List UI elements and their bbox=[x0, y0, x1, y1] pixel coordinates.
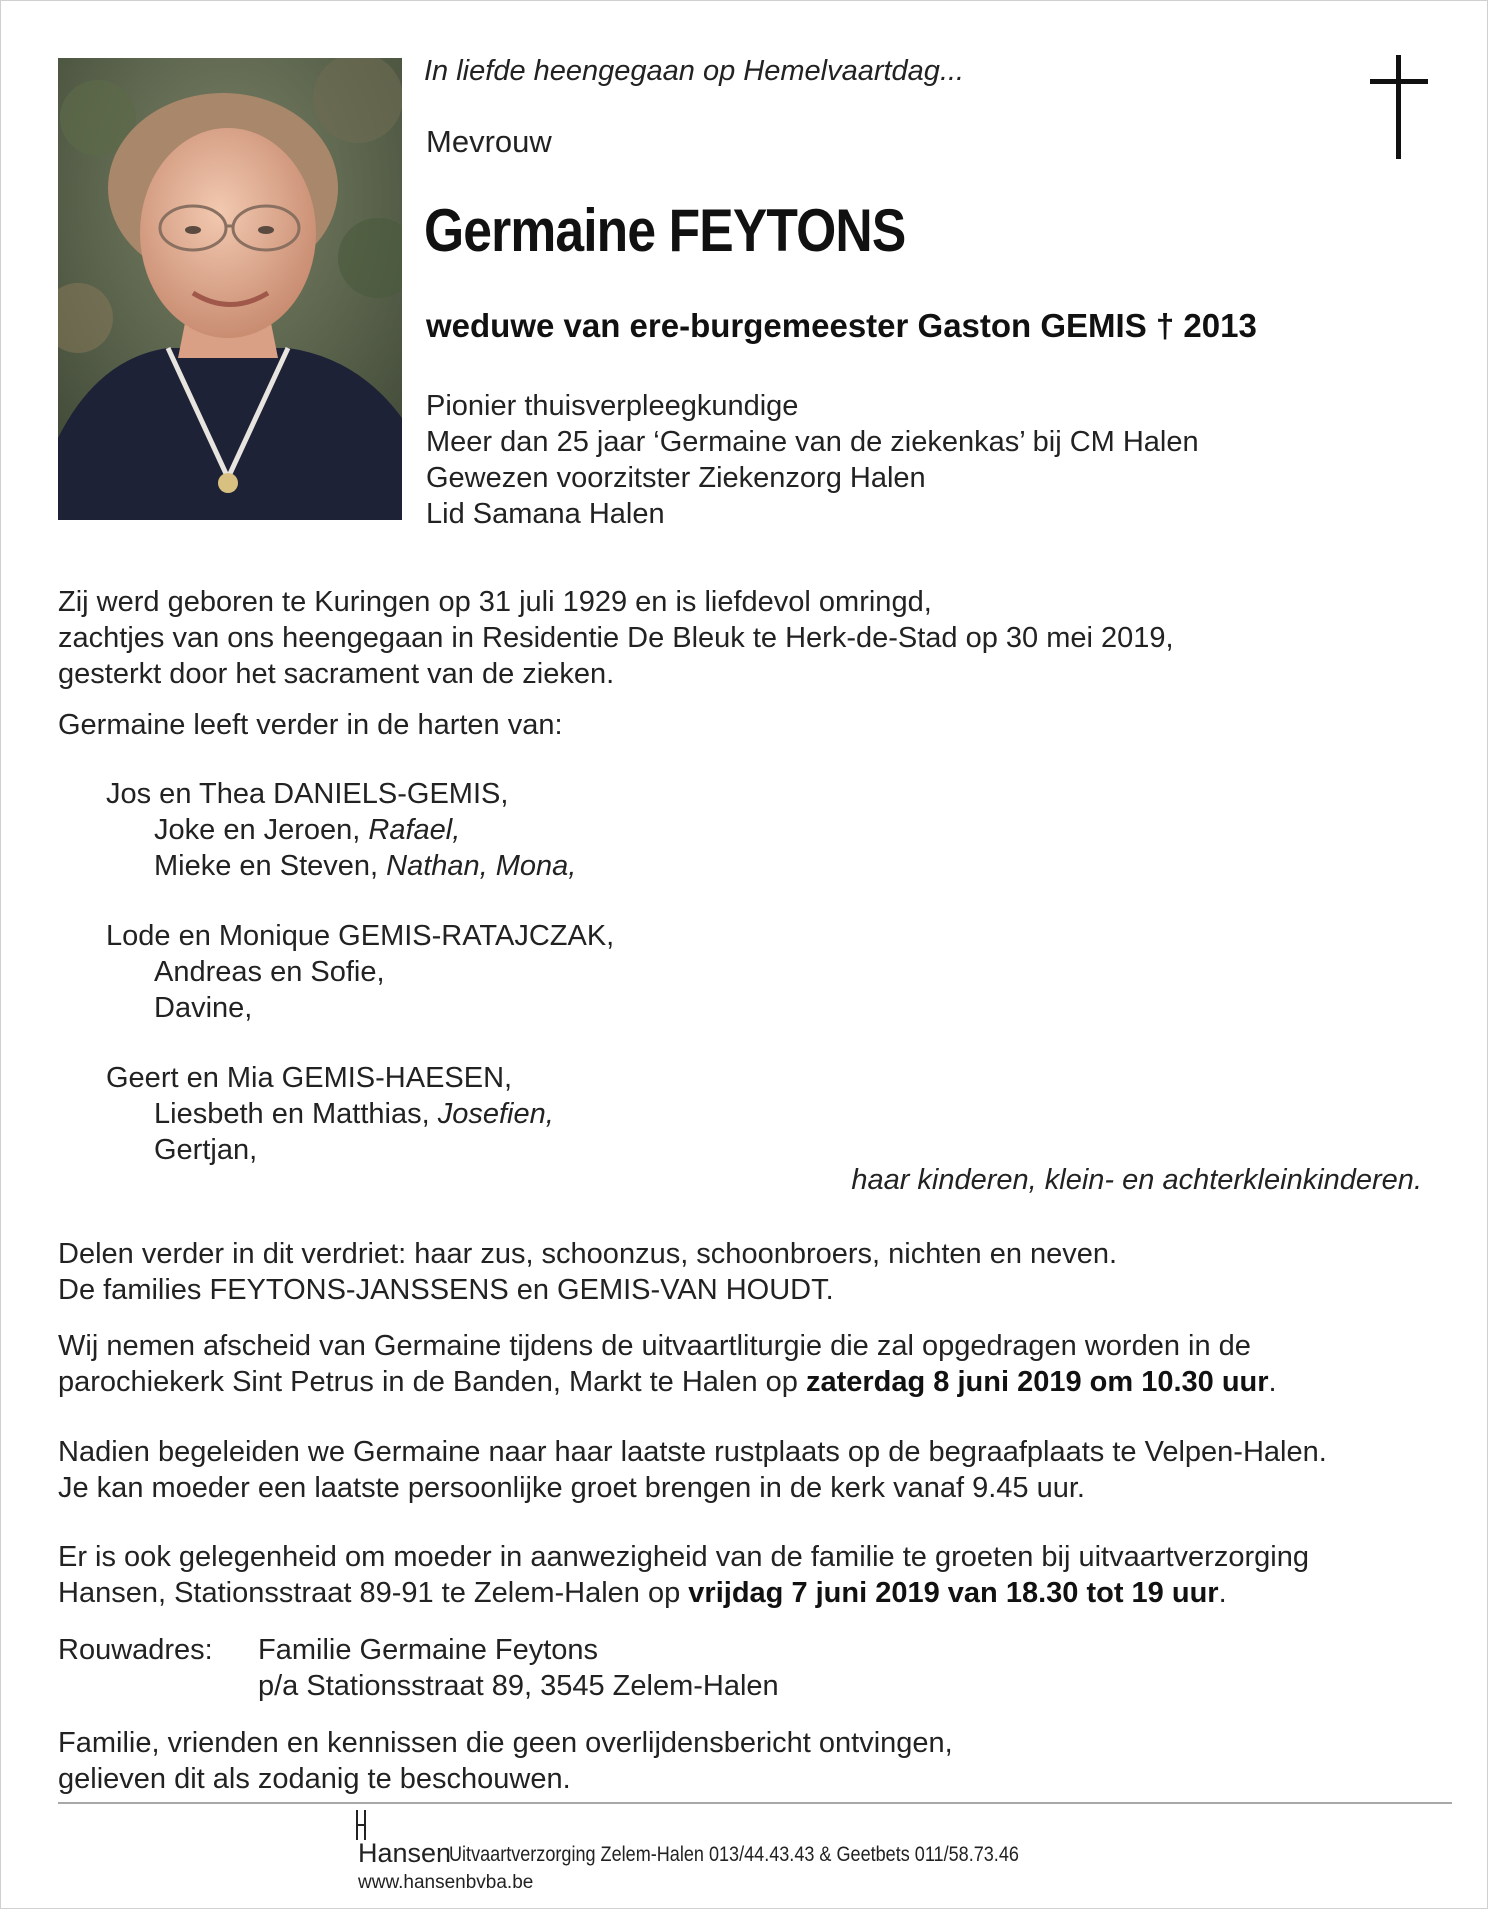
address-lines bbox=[258, 1632, 779, 1704]
text-fragment: parochiekerk Sint Petrus in de Banden, Markt te Halen op bbox=[58, 1366, 806, 1398]
family-child bbox=[154, 990, 252, 1026]
address-line: Familie Germaine Feytons bbox=[258, 1634, 599, 1666]
footer-contact: Uitvaartverzorging Zelem-Halen 013/44.43.43 & Geetbets 011/58.73.46 bbox=[449, 1843, 1019, 1866]
role-line: Meer dan 25 jaar ‘Germaine van de ziekenkas’ bij CM Halen bbox=[426, 426, 1199, 458]
spouse-line: weduwe van ere-burgemeester Gaston GEMIS † 2013 bbox=[426, 307, 1257, 344]
burial-paragraph bbox=[58, 1434, 1327, 1506]
text-line: zachtjes van ons heengegaan in Residentie De Bleuk te Herk-de-Stad op 30 mei 2019, bbox=[58, 622, 1174, 654]
intro-line: In liefde heengegaan op Hemelvaartdag... bbox=[424, 55, 965, 87]
role-line: Lid Samana Halen bbox=[426, 498, 665, 530]
grandchildren-names: Josefien, bbox=[437, 1098, 554, 1130]
footer-divider bbox=[58, 1802, 1452, 1804]
text-line: gesterkt door het sacrament van de zieken. bbox=[58, 658, 615, 690]
family-parents: Lode en Monique GEMIS-RATAJCZAK, bbox=[106, 920, 615, 952]
text-line: gelieven dit als zodanig te beschouwen. bbox=[58, 1763, 571, 1795]
footer-url: www.hansenbvba.be bbox=[358, 1872, 534, 1893]
cross-icon bbox=[1370, 55, 1430, 159]
family-child bbox=[154, 848, 576, 884]
text-line bbox=[58, 1364, 1277, 1400]
address-line: p/a Stationsstraat 89, 3545 Zelem-Halen bbox=[258, 1670, 779, 1702]
roles-list bbox=[426, 388, 1199, 532]
text-fragment: . bbox=[1218, 1577, 1227, 1609]
grandchildren-names: Nathan, Mona, bbox=[386, 850, 577, 882]
grandchildren-names: Rafael, bbox=[368, 814, 461, 846]
family-child bbox=[154, 1096, 554, 1132]
text-fragment: . bbox=[1268, 1366, 1277, 1398]
child-names: Gertjan, bbox=[154, 1134, 258, 1166]
text-line: Je kan moeder een laatste persoonlijke groet brengen in de kerk vanaf 9.45 uur. bbox=[58, 1472, 1085, 1504]
text-line: Familie, vrienden en kennissen die geen overlijdensbericht ontvingen, bbox=[58, 1727, 953, 1759]
lives-on-line: Germaine leeft verder in de harten van: bbox=[58, 709, 563, 741]
family-child bbox=[154, 1132, 257, 1168]
role-line: Gewezen voorzitster Ziekenzorg Halen bbox=[426, 462, 926, 494]
family-parents: Geert en Mia GEMIS-HAESEN, bbox=[106, 1062, 513, 1094]
sharing-paragraph bbox=[58, 1236, 1117, 1308]
family-parents: Jos en Thea DANIELS-GEMIS, bbox=[106, 778, 509, 810]
visit-datetime: vrijdag 7 juni 2019 van 18.30 tot 19 uur bbox=[688, 1577, 1219, 1609]
family-child bbox=[154, 954, 385, 990]
deceased-name: Germaine FEYTONS bbox=[424, 197, 906, 264]
family-child bbox=[154, 812, 460, 848]
child-names: Davine, bbox=[154, 992, 253, 1024]
text-line: Nadien begeleiden we Germaine naar haar laatste rustplaats op de begraafplaats te Velpen-Halen. bbox=[58, 1436, 1327, 1468]
text-line: Wij nemen afscheid van Germaine tijdens de uitvaartliturgie die zal opgedragen worden in de bbox=[58, 1330, 1251, 1362]
text-line: Delen verder in dit verdriet: haar zus, schoonzus, schoonbroers, nichten en neven. bbox=[58, 1238, 1118, 1270]
funeral-paragraph bbox=[58, 1328, 1277, 1400]
child-names: Liesbeth en Matthias, bbox=[154, 1098, 438, 1130]
role-line: Pionier thuisverpleegkundige bbox=[426, 390, 799, 422]
funeral-datetime: zaterdag 8 juni 2019 om 10.30 uur bbox=[805, 1366, 1269, 1398]
child-names: Andreas en Sofie, bbox=[154, 956, 385, 988]
closing-paragraph bbox=[58, 1725, 953, 1797]
salutation: Mevrouw bbox=[426, 124, 552, 159]
text-line: Zij werd geboren te Kuringen op 31 juli 1929 en is liefdevol omringd, bbox=[58, 586, 932, 618]
child-names: Mieke en Steven, bbox=[154, 850, 387, 882]
portrait-photo bbox=[58, 58, 402, 520]
text-fragment: Hansen, Stationsstraat 89-91 te Zelem-Halen op bbox=[58, 1577, 689, 1609]
visit-paragraph bbox=[58, 1539, 1309, 1611]
footer-brand: Hansen bbox=[358, 1838, 452, 1868]
text-line: Er is ook gelegenheid om moeder in aanwezigheid van de familie te groeten bij uitvaartverzorging bbox=[58, 1541, 1309, 1573]
children-summary: haar kinderen, klein- en achterkleinkinderen. bbox=[851, 1164, 1422, 1196]
birth-paragraph bbox=[58, 584, 1174, 692]
text-line: De families FEYTONS-JANSSENS en GEMIS-VAN HOUDT. bbox=[58, 1274, 834, 1306]
child-names: Joke en Jeroen, bbox=[154, 814, 369, 846]
text-line bbox=[58, 1575, 1309, 1611]
address-label: Rouwadres: bbox=[58, 1634, 213, 1666]
